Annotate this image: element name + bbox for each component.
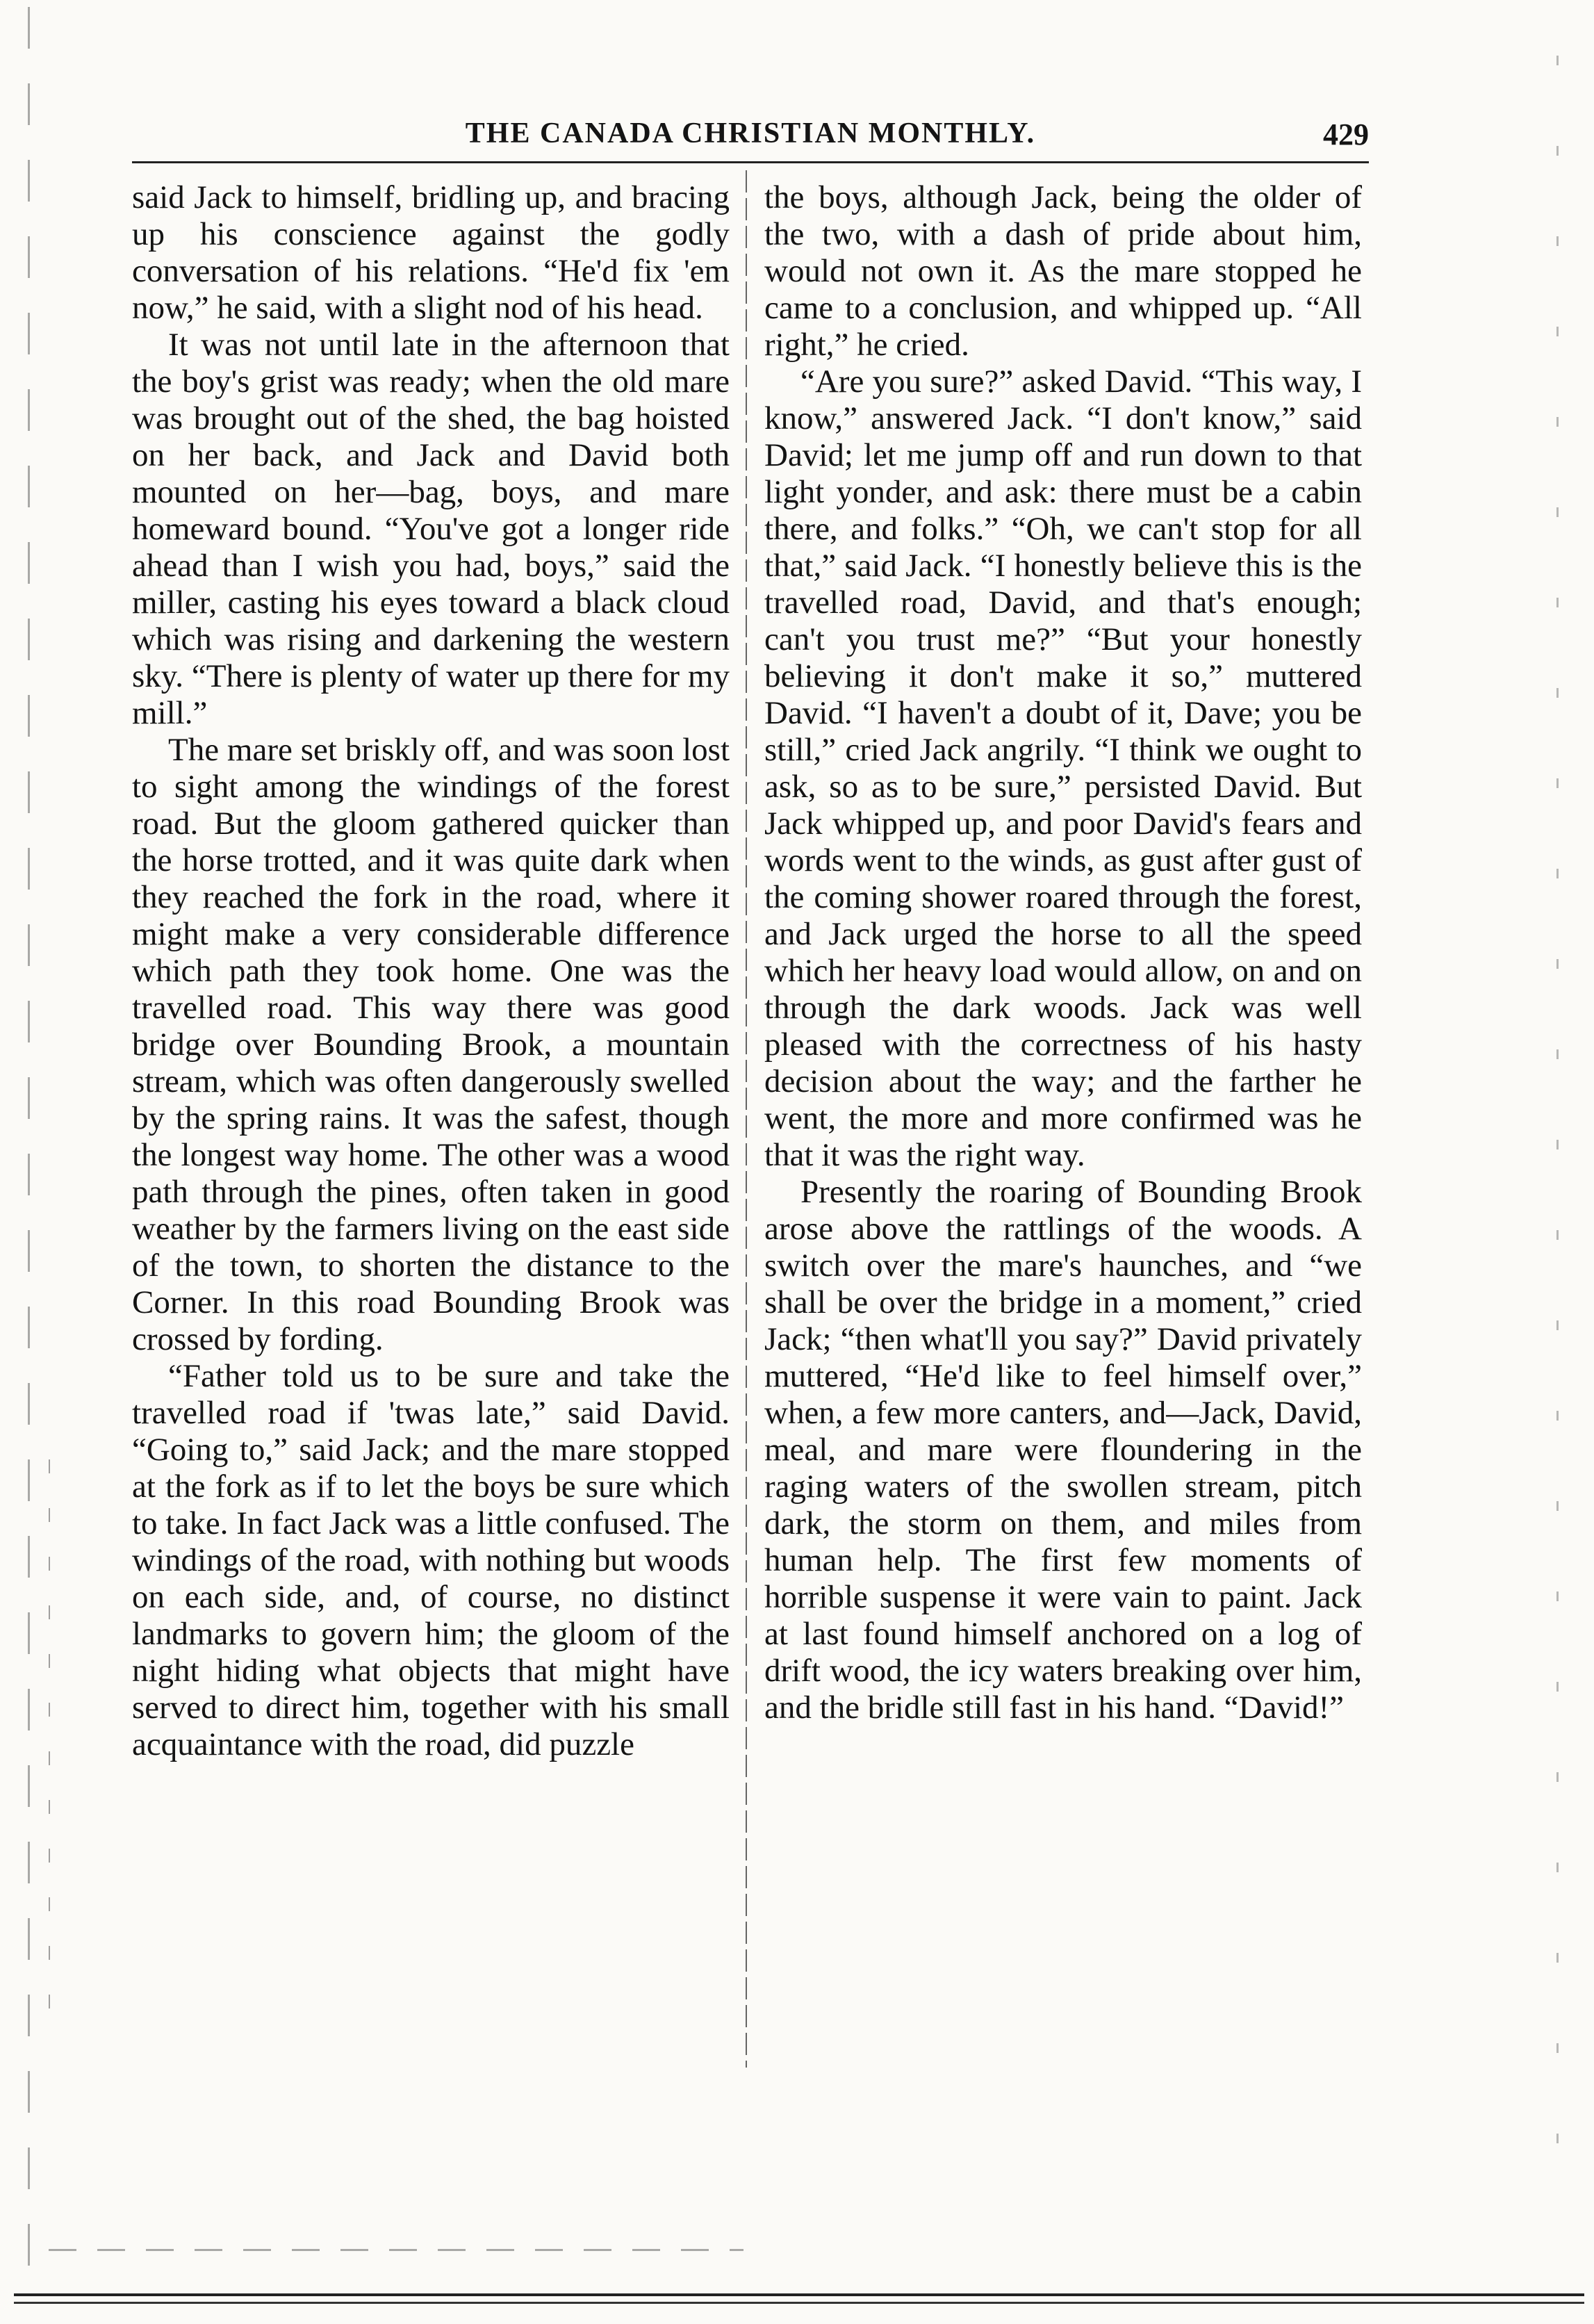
scan-bottom-mark xyxy=(49,2249,743,2251)
left-column xyxy=(132,179,730,1763)
paragraph: It was not until late in the afternoon that the boy's grist was ready; when the old mare was brought out of the shed, the bag hoisted on her back, and Jack and David both mounted on her—bag, boys, and mare homeward bound. “You've got a longer ride ahead than I wish you had, boys,” said the miller, casting his eyes toward a black cloud which was rising and darkening the western sky. “There is plenty of water up there for my mill.” xyxy=(132,327,730,731)
right-column xyxy=(764,179,1362,1726)
paragraph: The mare set briskly off, and was soon lost to sight among the windings of the forest road. But the gloom gathered quicker than the horse trotted, and it was quite dark when they reached the fork in the road, where it might make a very considerable difference which path they took home. One was the travelled road. This way there was good bridge over Bounding Brook, a mountain stream, which was often dangerously swelled by the spring rains. It was the safest, though the longest way home. The other was a wood path through the pines, often taken in good weather by the farmers living on the east side of the town, to shorten the distance to the Corner. In this road Bounding Brook was crossed by fording. xyxy=(132,732,730,1357)
header-rule xyxy=(132,161,1369,163)
scan-edge-mark-left xyxy=(28,7,30,2286)
bottom-rule xyxy=(14,2302,1584,2304)
paragraph: the boys, although Jack, being the older of the two, with a dash of pride about him, would not own it. As the mare stopped he came to a conclusion, and whipped up. “All right,” he cried. xyxy=(764,179,1362,363)
paragraph: said Jack to himself, bridling up, and bracing up his conscience against the godly conversation of his relations. “He'd fix 'em now,” he said, with a slight nod of his head. xyxy=(132,179,730,326)
running-title: THE CANADA CHRISTIAN MONTHLY. xyxy=(465,117,1036,149)
page-number: 429 xyxy=(1323,117,1369,152)
bottom-rule xyxy=(14,2293,1584,2296)
paragraph: “Father told us to be sure and take the travelled road if 'twas late,” said David. “Going to,” said Jack; and the mare stopped at the fork as if to let the boys be sure which to take. In fact Jack was a little confused. The windings of the road, with nothing but woods on each side, and, of course, no distinct landmarks to govern him; the gloom of the night hiding what objects that might have served to direct him, together with his small acquaintance with the road, did puzzle xyxy=(132,1358,730,1762)
page-header xyxy=(132,117,1369,158)
column-divider xyxy=(746,170,747,2068)
scan-edge-mark-left-inner xyxy=(49,1459,50,2015)
paragraph: “Are you sure?” asked David. “This way, I know,” answered Jack. “I don't know,” said David; let me jump off and run down to that light yonder, and ask: there must be a cabin there, and folks.” “Oh, we can't stop for all that,” said Jack. “I honestly believe this is the travelled road, David, and that's enough; can't you trust me?” “But your honestly believing it don't make it so,” muttered David. “I haven't a doubt of it, Dave; you be still,” cried Jack angrily. “I think we ought to ask, so as to be sure,” persisted David. But Jack whipped up, and poor David's fears and words went to the winds, as gust after gust of the coming shower roared through the forest, and Jack urged the horse to all the speed which her heavy load would allow, on and on through the dark woods. Jack was well pleased with the correctness of his hasty decision about the way; and the farther he went, the more and more confirmed was he that it was the right way. xyxy=(764,363,1362,1173)
scan-edge-mark-right xyxy=(1556,56,1559,2210)
paragraph: Presently the roaring of Bounding Brook arose above the rattlings of the woods. A switch over the mare's haunches, and “we shall be over the bridge in a moment,” cried Jack; “then what'll you say?” David privately muttered, “He'd like to feel himself over,” when, a few more canters, and—Jack, David, meal, and mare were floundering in the raging waters of the swollen stream, pitch dark, the storm on them, and miles from human help. The first few moments of horrible suspense it were vain to paint. Jack at last found himself anchored on a log of drift wood, the icy waters breaking over him, and the bridle still fast in his hand. “David!” xyxy=(764,1174,1362,1726)
